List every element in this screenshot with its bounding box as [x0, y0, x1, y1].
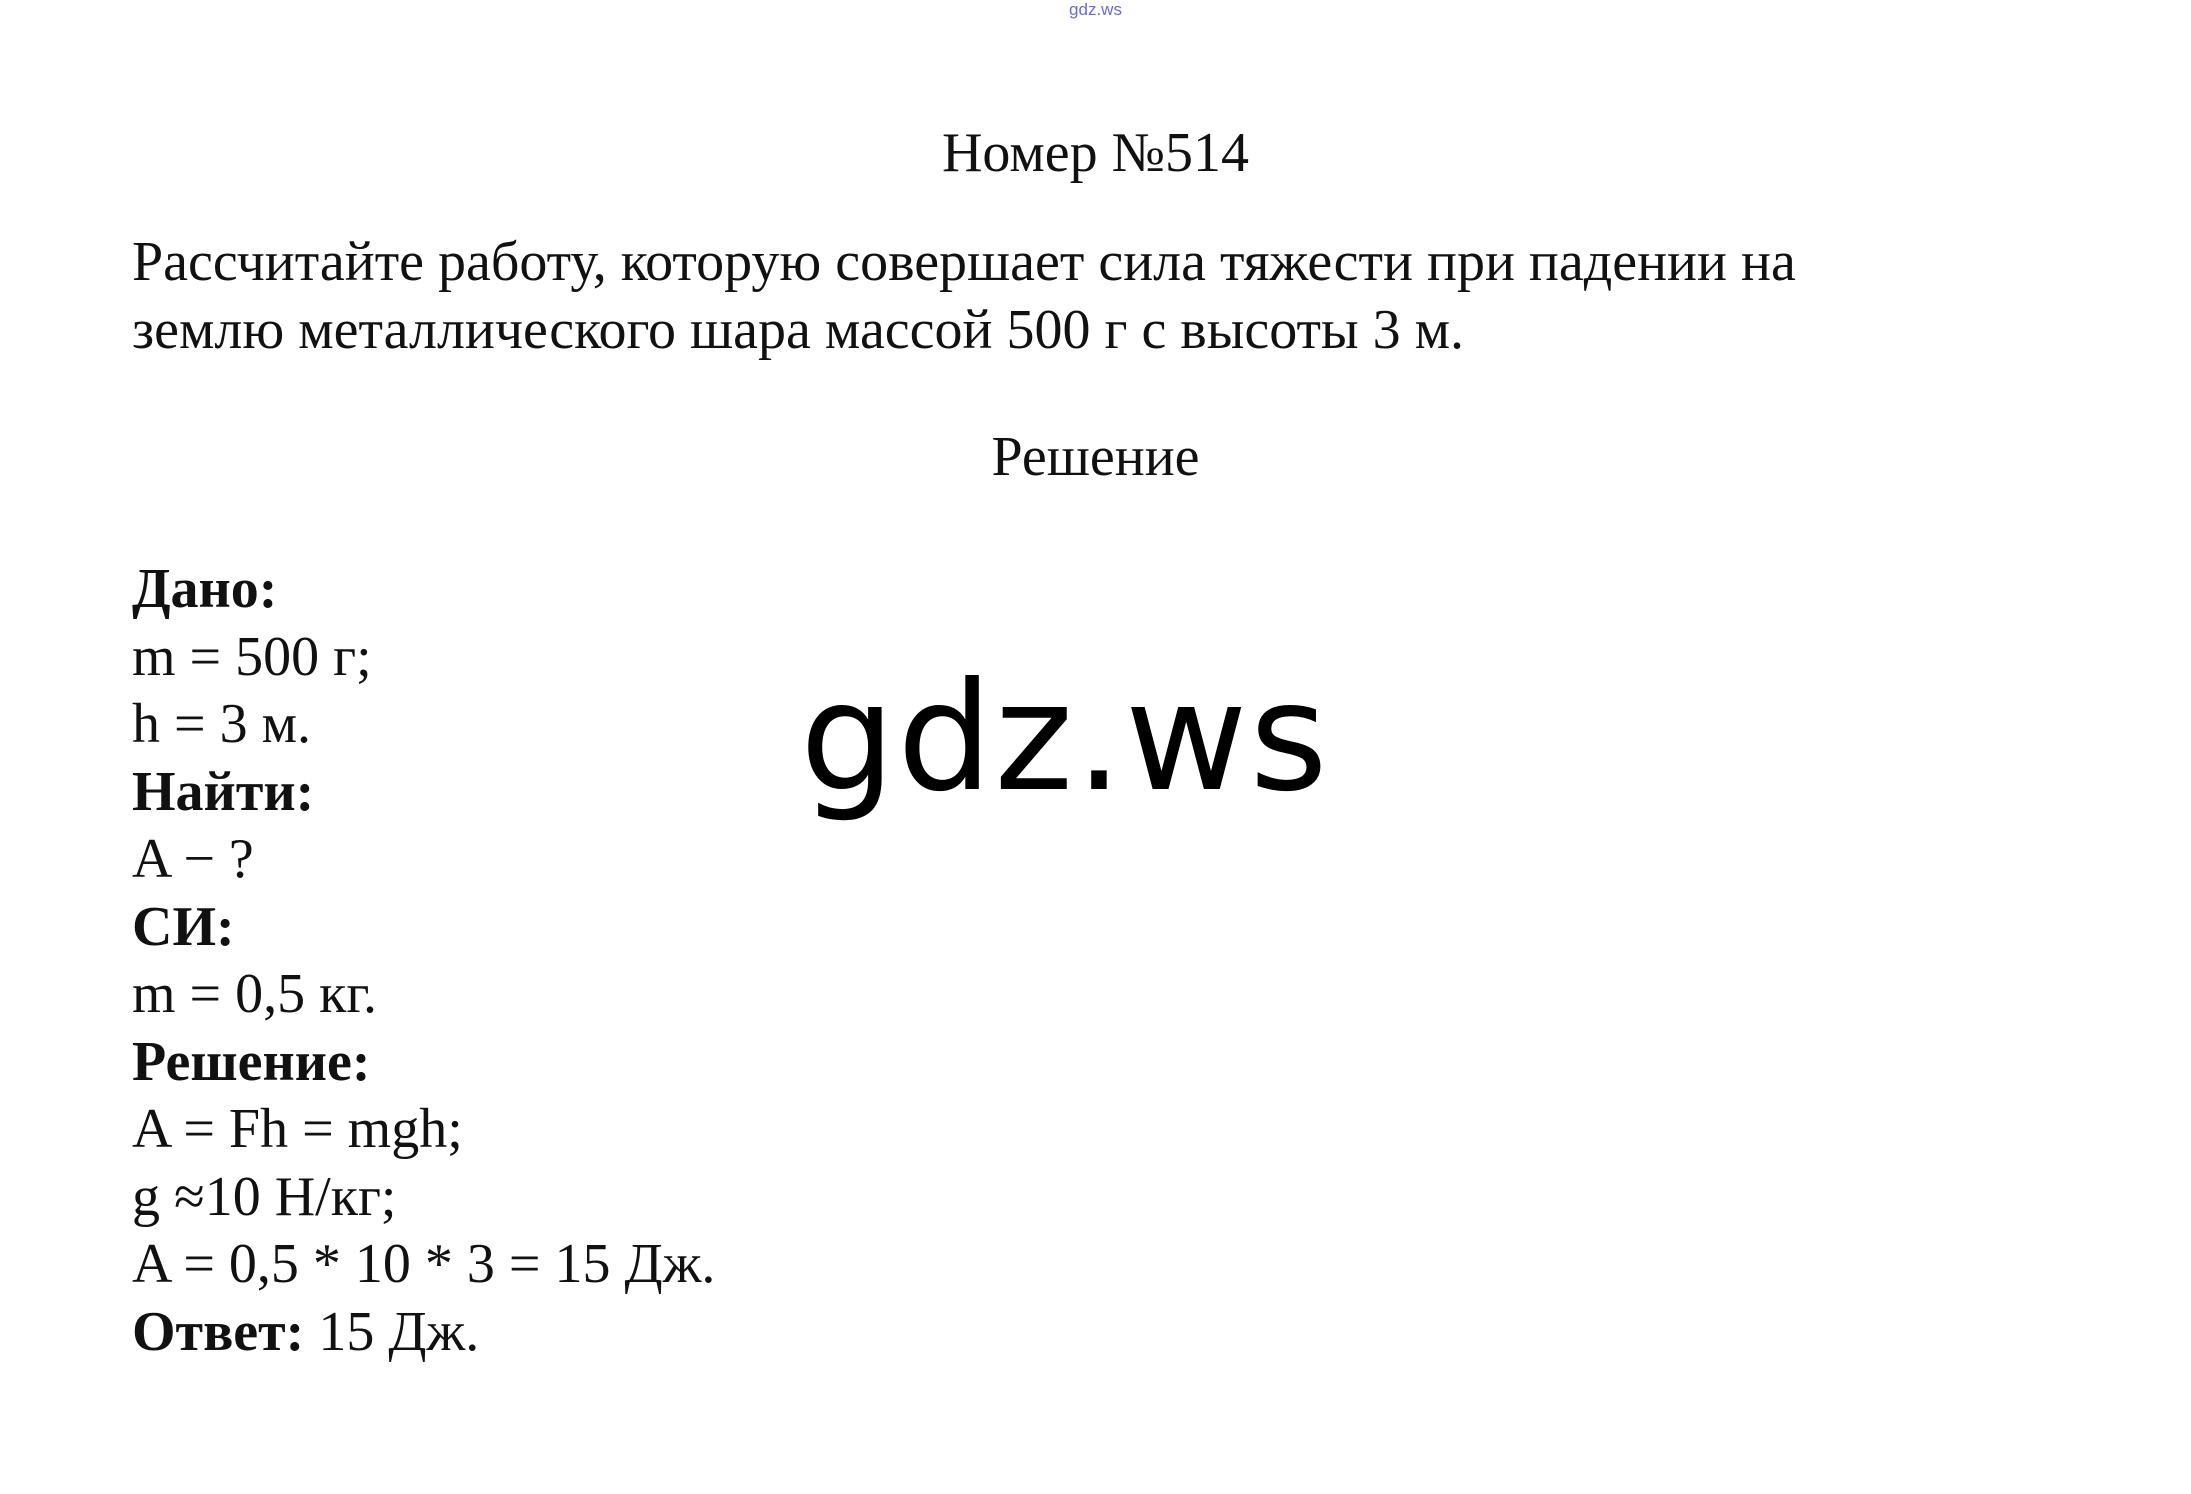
- given-label: Дано:: [132, 558, 278, 620]
- si-item-mass: m = 0,5 кг.: [132, 963, 377, 1025]
- answer-value: 15 Дж.: [304, 1300, 480, 1363]
- solution-calculation: A = 0,5 * 10 * 3 = 15 Дж.: [132, 1233, 716, 1295]
- answer-line: [132, 1299, 715, 1367]
- answer-label: Ответ:: [132, 1300, 305, 1363]
- problem-statement: [132, 228, 2092, 364]
- site-link[interactable]: gdz.ws: [1069, 0, 1122, 19]
- given-item-mass: m = 500 г;: [132, 625, 372, 688]
- solution-gravity: g ≈10 Н/кг;: [132, 1165, 397, 1228]
- problem-line-1: Рассчитайте работу, которую совершает сила тяжести при падении на: [132, 231, 1796, 293]
- find-label: Найти:: [132, 760, 315, 823]
- si-label: СИ:: [132, 895, 235, 958]
- watermark-logo: gdz.ws: [800, 651, 1330, 825]
- find-item-work: A − ?: [132, 828, 254, 890]
- solution-label: Решение:: [132, 1030, 371, 1093]
- solution-heading: Решение: [991, 426, 1200, 488]
- solution-work: [132, 556, 715, 1366]
- solution-formula: A = Fh = mgh;: [132, 1098, 463, 1160]
- problem-line-2: землю металлического шара массой 500 г с высоты 3 м.: [132, 299, 1465, 361]
- page-title: Номер №514: [941, 122, 1250, 184]
- given-item-height: h = 3 м.: [132, 693, 312, 755]
